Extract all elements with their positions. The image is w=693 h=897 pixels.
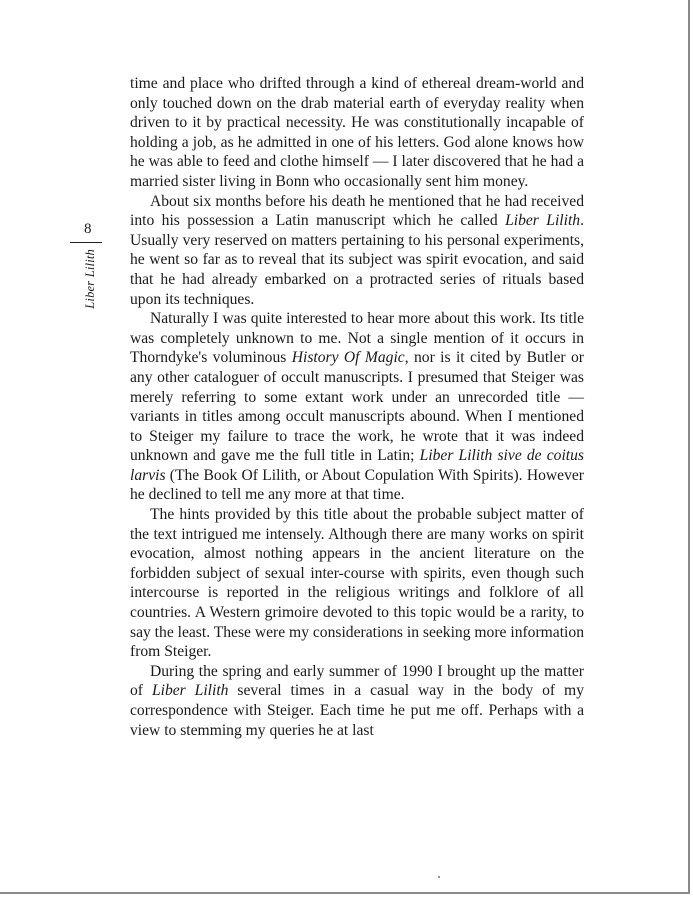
paragraph: [130, 74, 584, 192]
footer-mark: [438, 876, 440, 878]
italic-title: Liber Lilith: [505, 212, 581, 230]
italic-title: History Of Magic: [291, 349, 405, 367]
text-run: . Usually very reserved on matters pertaining to his personal experiments, he went so far as to reveal that its subject was spirit evocation, and said that he had already embarked on a protracted series of rituals based upon its techniques.: [130, 212, 584, 308]
body-text: [130, 74, 584, 740]
paragraph: [130, 192, 584, 310]
text-run: Naturally I was quite interested to hear more about this work. Its title was completely unknown to me. Not a single mention of it occurs in Thorndyke's voluminous: [130, 310, 584, 367]
text-run: (The Book Of Lilith, or About Copulation With Spirits). However he declined to tell me any more at that time.: [130, 466, 584, 504]
paragraph: [130, 309, 584, 505]
text-run: The hints provided by this title about the probable subject matter of the text intrigued me intensely. Although there are many works on spirit evocation, almost nothing appears in the ancient literature on the forbidden subject of sexual inter-course with spirits, even though such intercourse is reported in the religious writings and folklore of all countries. A Western grimoire devoted to this topic would be a rarity, to say the least. These were my considerations in seeking more information from Steiger.: [130, 506, 584, 661]
margin-rule: [70, 242, 102, 243]
text-run: , nor is it cited by Butler or any other cataloguer of occult manuscripts. I presumed that Steiger was merely referring to some extant work under an unrecorded title — variants in titles among occult manuscripts abound. When I mentioned to Steiger my failure to trace the work, he wrote that it was indeed unknown and gave me the full title in Latin;: [130, 349, 584, 465]
text-run: time and place who drifted through a kind of ethereal dream-world and only touched down on the drab material earth of everyday reality when driven to it by practical necessity. He was constitutionally incapable of holding a job, as he admitted in one of his letters. God alone knows how he was able to feed and clothe himself — I later discovered that he had a married sister living in Bonn who occasionally sent him money.: [130, 75, 584, 190]
page-number: 8: [84, 221, 92, 237]
paragraph: [130, 662, 584, 740]
running-title: Liber Lilith: [83, 249, 97, 309]
text-run: About six months before his death he mentioned that he had received into his possession a Latin manuscript which he called: [130, 192, 584, 230]
text-run: During the spring and early summer of 1990 I brought up the matter of: [130, 662, 584, 700]
paragraph: [130, 505, 584, 662]
italic-title: Liber Lilith: [151, 682, 229, 700]
text-run: several times in a casual way in the body of my correspondence with Steiger. Each time he put me off. Perhaps with a view to stemming my queries he at last: [130, 682, 584, 739]
margin-header: [70, 215, 110, 325]
italic-title: Liber Lilith sive de coitus larvis: [130, 447, 584, 484]
